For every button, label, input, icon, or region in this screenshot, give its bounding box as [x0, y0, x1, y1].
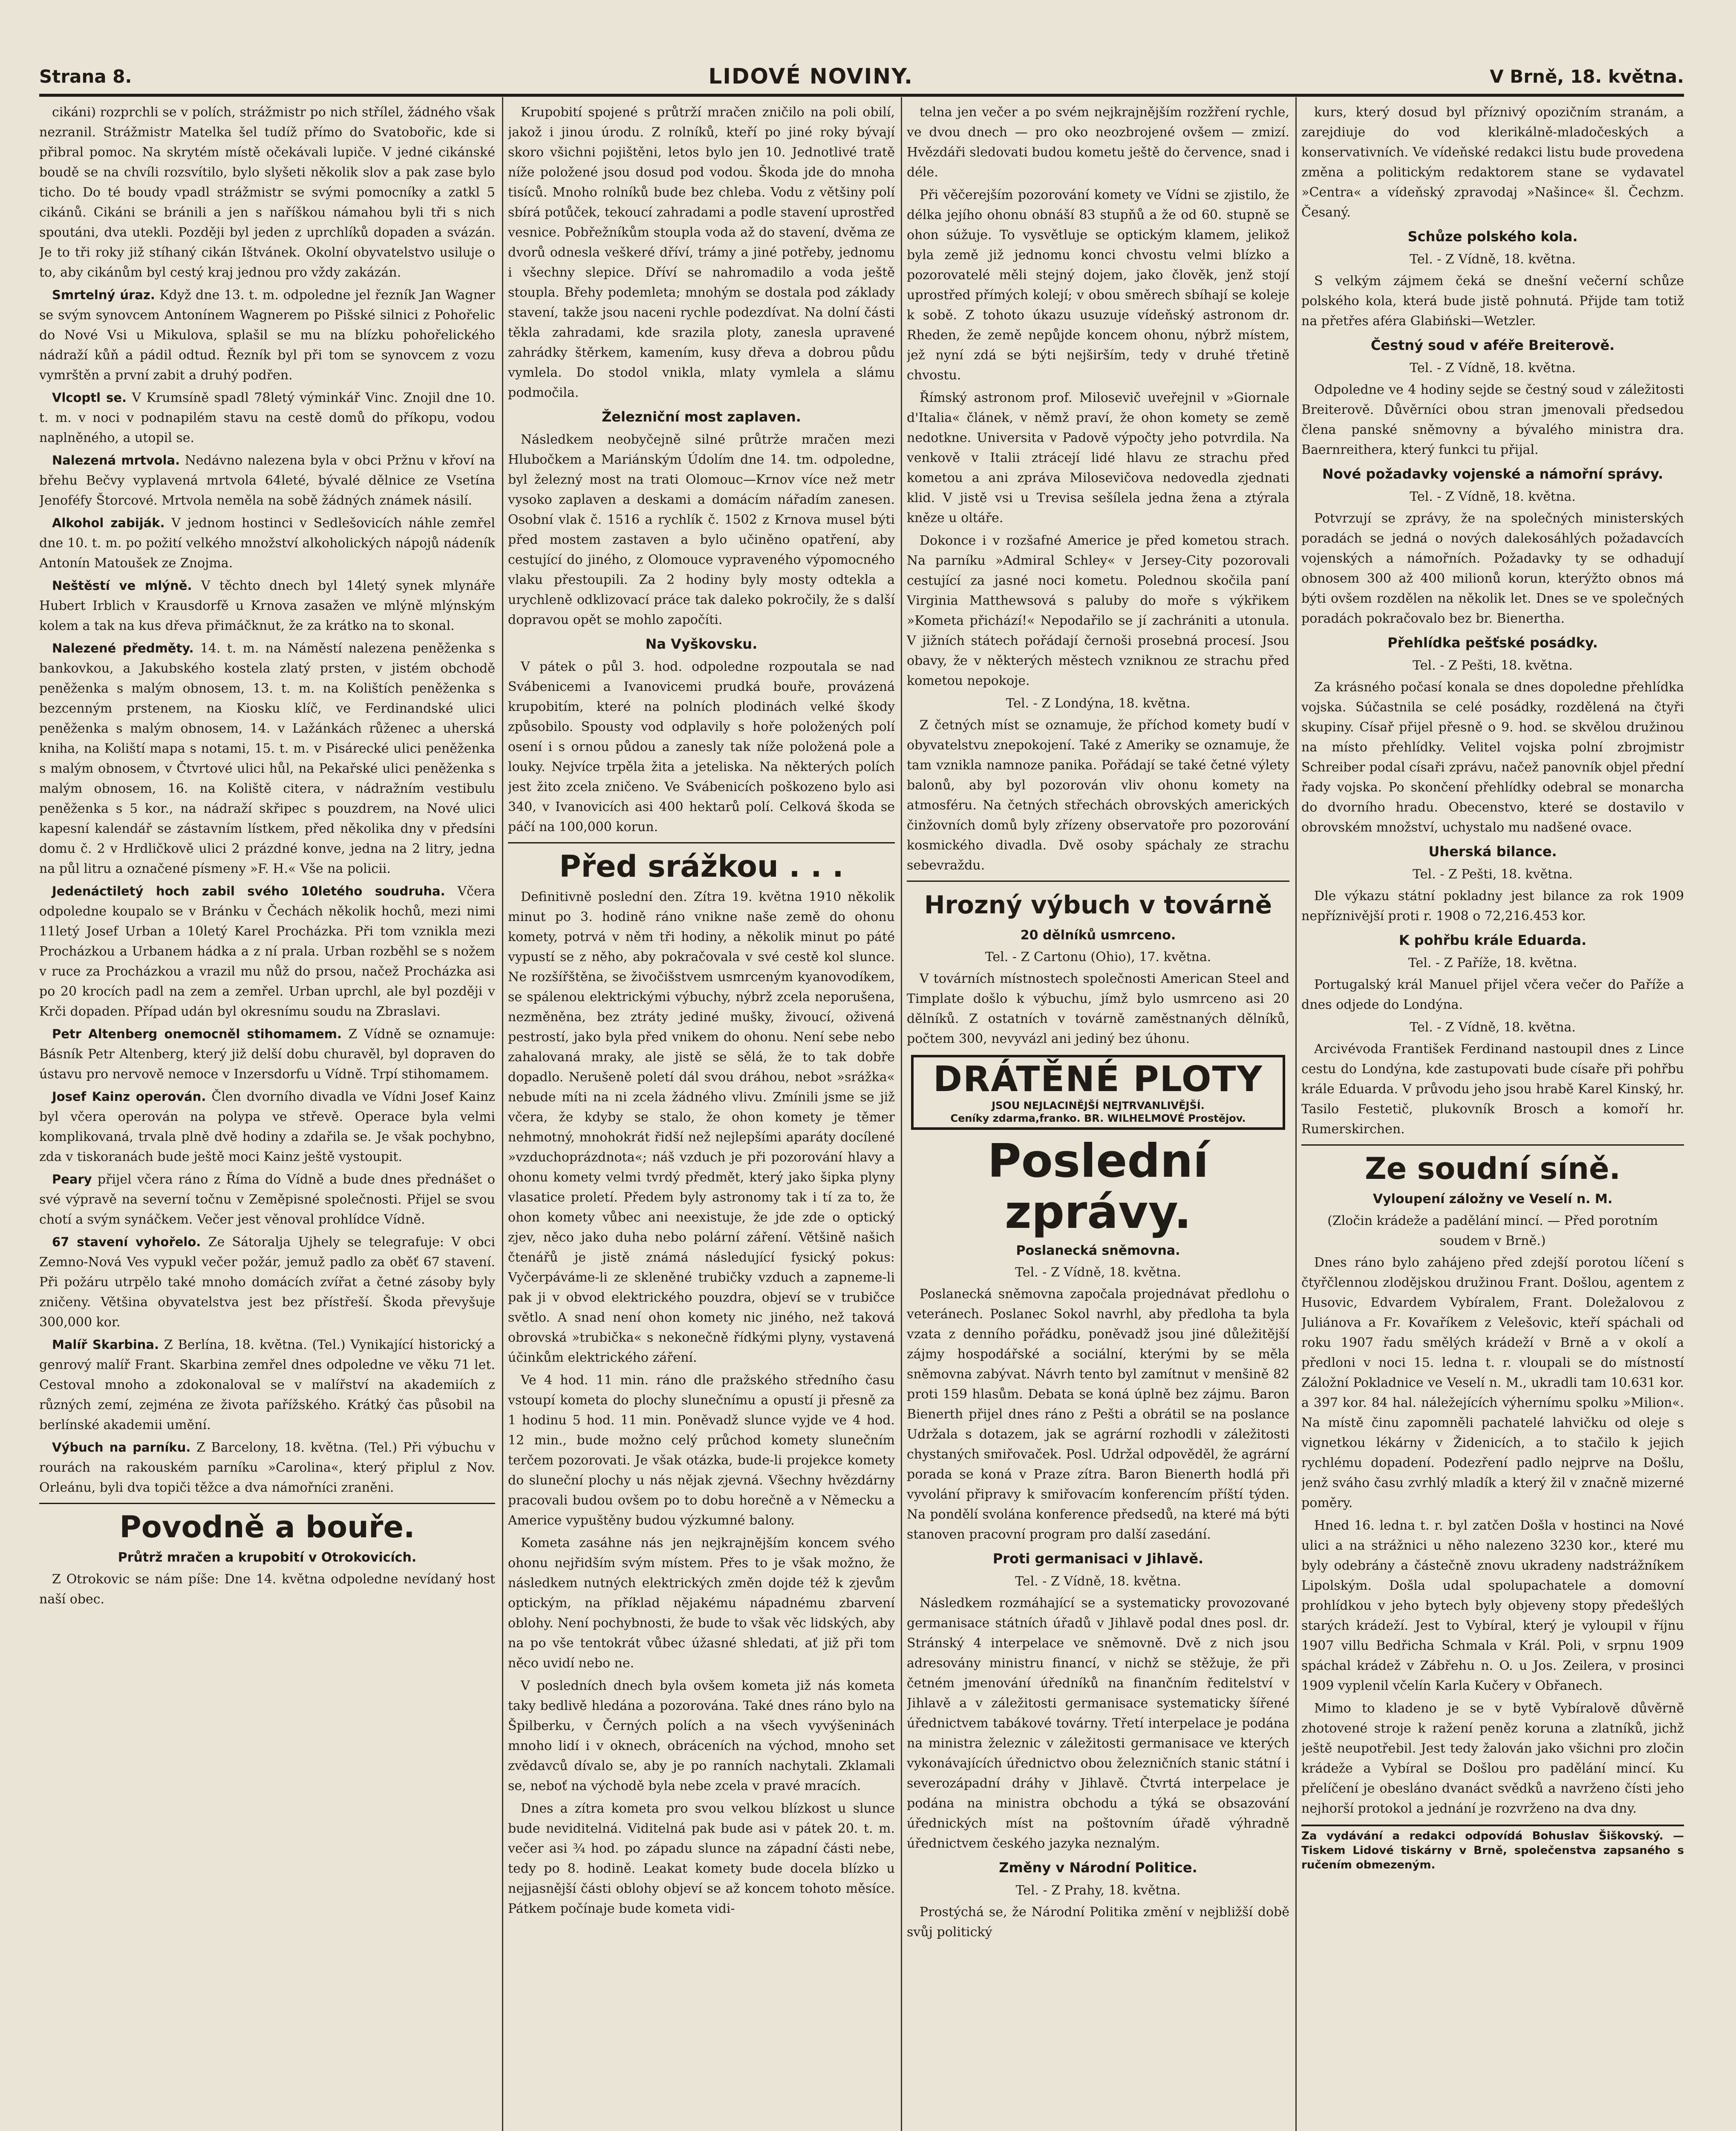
article-text: Arcivévoda František Ferdinand nastoupil dnes z Lince cestu do Londýna, kde zastupovati bude císaře při pohřbu krále Eduarda. V průvodu jeho jsou hrabě Karel Kinský, hr. Tasilo Festetič, plukovník Brosch a komoří hr. Rumerskirchen.: [1301, 1042, 1684, 1137]
article-text: Portugalský král Manuel přijel včera večer do Paříže a dnes odjede do Londýna.: [1301, 977, 1684, 1012]
dateline: Tel. - Z Vídně, 18. května.: [1410, 252, 1576, 267]
advertisement: [911, 1055, 1285, 1130]
dateline: Tel. - Z Londýna, 18. května.: [1006, 696, 1191, 711]
article: [39, 1335, 495, 1435]
dateline: Tel. - Z Pešti, 18. května.: [1413, 867, 1573, 882]
article-text: Mimo to kladeno je se v bytě Vybíralově důvěrně zhotovené stroje k ražení peněz koruna a zlatníků, jichž ještě neupotřebil. Jest tedy žalován jako všichni pro zločin krádeže a Vybíral se Došlou pro padělání mincí. Ku přelíčení je obesláno dvanáct svědků a navrženo čísti jeho nejhorší protokol a jednání je rozvrženo na dva dny.: [1301, 1701, 1684, 1816]
section-title: Povodně a bouře.: [119, 1510, 415, 1545]
article-text: Z Otrokovic se nám píše: Dne 14. května odpoledne nevídaný host naší obec.: [39, 1572, 495, 1607]
dateline: Tel. - Z Vídně, 18. května.: [1015, 1574, 1181, 1589]
article-text: Dnes ráno bylo zahájeno před zdejší porotou líčení s čtyřčlennou zlodějskou družinou Frant. Došlou, agentem z Husovic, Edvardem Vybíralem, Frant. Doležalovou z Juliánova a Fr. Kovaříkem z Velešovic, kteří spáchali od roku 1907 řadu smělých krádeží v Brně a v okolí a předloni v noci 15. ledna t. r. vloupali se do místností Záložní Pokladnice ve Veselí n. M., ukradli tam 10.631 kor. a 397 kor. 84 hal. náležejících výhernímu spolku »Milion«. Na místě činu zapomněli pachatelé lahvičku od oleje s vignetkou lékárny v Židenicích, a to stačilo k jejich rychlému dopadení. Podezření padlo nejprve na Došlu, jenž sváho času zvrhlý mladík a který žil v značně mizerné poměry.: [1301, 1255, 1684, 1510]
column-1: [39, 102, 495, 2131]
dateline: Tel. - Z Pešti, 18. května.: [1413, 658, 1573, 673]
article: [39, 1438, 495, 1498]
section-title: Přehlídka pešťské posádky.: [1387, 635, 1598, 651]
article: [39, 513, 495, 573]
case-note: (Zločin krádeže a padělání mincí. — Před porotním soudem v Brně.): [1327, 1213, 1658, 1248]
article-text: V jednom hostinci v Sedlešovicích náhle zemřel dne 10. t. m. po požití velkého množství alkoholických nápojů nádeník Antonín Matoušek ze Znojma.: [39, 516, 495, 571]
article-text: kurs, který dosud byl příznivý opozičním stranám, a zarejdiuje do vod klerikálně-mladočeských a konservativních. Ve vídeňské redakci listu bude provedena změna a politickým redaktorem stane se vydavatel »Centra« a vídeňský zpravodaj »Našince« šl. Čechzm. Česaný.: [1301, 105, 1684, 220]
article-text: Dle výkazu státní pokladny jest bilance za rok 1909 nepříznivější proti r. 1908 o 72,216.453 kor.: [1301, 889, 1684, 924]
article-lead: Smrtelný úraz.: [52, 288, 155, 302]
dateline: Tel. - Z Vídně, 18. května.: [1015, 1265, 1181, 1280]
dateline: Tel. - Z Prahy, 18. května.: [1015, 1883, 1181, 1898]
section-title: Proti germanisaci v Jihlavě.: [992, 1551, 1204, 1567]
column-rule: [502, 97, 503, 2131]
masthead: [39, 64, 1684, 89]
section-divider: [1301, 1144, 1684, 1146]
article-text: 14. t. m. na Náměstí nalezena peněženka s bankovkou, a Jakubského kostela zlatý prsten, v jistém obchodě peněženka s malým obnosem, 13. t. m. na Kolištích peněženka s bezcenným prstenem, na Kiosku klíč, ve Ferdinandské ulici peněženka s malým obnosem, 14. v Lažánkách růženec a uherská kniha, na Koliští mapa s notami, 15. t. m. v Pisárecké ulici peněženka s malým obnosem, v Čtvrtové ulici hůl, na Pekařské ulici peněženka s malým obnosem, 16. na Koliště citera, v nádražním vestibulu peněženka s 5 kor., na nádraží skřipec s pouzdrem, na Nové ulici kapesní kalendář se zástavním lístkem, před několika dny v předsíni domu č. 2 v Hrdličkově ulici 2 prázdné konve, jedna na 2 litry, jedna na půl litru a označené písmeny »F. H.« Vše na policii.: [39, 641, 495, 876]
article-lead: 67 stavení vyhořelo.: [52, 1235, 201, 1249]
column-2: [508, 102, 895, 2131]
section-title: Schůze polského kola.: [1407, 228, 1578, 245]
article-lead: Neštěstí ve mlýně.: [52, 578, 192, 593]
dateline: Tel. - Z Vídně, 18. května.: [1410, 361, 1576, 375]
article-lead: Alkohol zabiják.: [52, 516, 165, 530]
article-text: Prostýchá se, že Národní Politika změní v nejbližší době svůj politický: [907, 1905, 1289, 1940]
article-text: V těchto dnech byl 14letý synek mlynáře Hubert Irblich v Krausdorfě u Krnova zasažen ve mlýně mlýnským kolem a tak na kus dřeva přimáčknut, že za krátko na to skonal.: [39, 578, 495, 633]
header-rule: [39, 94, 1684, 97]
section-title: K pohřbu krále Eduarda.: [1399, 932, 1587, 948]
article-text: V posledních dnech byla ovšem kometa již nás kometa taky bedlivě hledána a pozorována. Také dnes ráno bylo na Špilberku, v Černých polích a na všech vyvýšeninách mnoho lidí i v oknech, obráceních na východ, mnoho set zvědavců dívalo se, aby je po ranních nachytali. Zklamali se, neboť na východě byla nebe zcela v pravé mracích.: [508, 1678, 895, 1793]
article-lead: Josef Kainz operován.: [52, 1089, 206, 1104]
article-text: Když dne 13. t. m. odpoledne jel řezník Jan Wagner se svým synovcem Antonínem Wagnerem po Pišské silnici z Pohořelic do Nové Vsi u Mikulova, splašil se mu na blízku pohořelického nádraží kůň a pádil odtud. Řezník byl při tom se synovcem z vozu vymrštěn a první zabit a druhý podřen.: [39, 288, 495, 383]
article-text: Člen dvorního divadla ve Vídni Josef Kainz byl včera operován na polypa ve střevě. Operace byla velmi komplikovaná, trvala plně dvě hodiny a zdařila se. Je však pochybno, zda v tiskoranách bude ještě moci Kainz ještě vystoupit.: [39, 1089, 495, 1164]
article-text: Z Berlína, 18. května. (Tel.) Vynikající historický a genrový malíř Frant. Skarbina zemřel dnes odpoledne ve věku 71 let. Cestoval mnoho a zdokonaloval se v malířství na akademiích z různých zemí, zejména ze života pařížského. Krátký čas působil na berlínské akademii umění.: [39, 1337, 495, 1432]
dateline: Tel. - Z Vídně, 18. května.: [1410, 1020, 1576, 1035]
section-title: Nové požadavky vojenské a námořní správy.: [1322, 466, 1664, 482]
article-text: Římský astronom prof. Milosevič uveřejnil v »Giornale d'Italia« článek, v němž praví, že ohon komety se země nedotkne. Universita v Padově výpočty jeho potvrdila. Na venkově v Italii ztrácejí lidé hlavu ze strachu před kometou a ani zpráva Milosevičova nedovedla zjednati klid. V jistě vsi u Trevisa sešílela jedna žena a ztýrala kněze u oltáře.: [907, 390, 1289, 526]
ad-title: DRÁTĚNÉ PLOTY: [933, 1059, 1263, 1100]
article-text: telna jen večer a po svém nejkrajnějším rozžření rychle, ve dvou dnech — pro oko neozbrojené ovšem — zmizí. Hvězdáři sledovati budou kometu ještě do července, snad i déle.: [907, 105, 1289, 180]
article-lead: Nalezená mrtvola.: [52, 453, 180, 468]
article-text: Nedávno nalezena byla v obci Pržnu v křoví na břehu Bečvy vyplavená mrtvola 64leté, bývalé dělnice ze Vsetína Jenoféfy Štorcové. Mrtvola neměla na sobě žádných známek násilí.: [39, 453, 495, 508]
dateline: Tel. - Z Cartonu (Ohio), 17. května.: [985, 950, 1211, 964]
article-text: Z četných míst se oznamuje, že příchod komety budí v obyvatelstvu znepokojení. Také z Ameriky se oznamuje, že tam vznikla namnoze panika. Pořádají se také četné výlety balonů, aby byl pozorován vliv ohonu komety na atmosféru. Na četných střechách obrovských amerických činžovních domů byly zřízeny observatoře pro pozorování kosmického divadla. Dvě osoby spáchaly ze strachu sebevraždu.: [907, 718, 1289, 873]
article-text: Odpoledne ve 4 hodiny sejde se čestný soud v záležitosti Breiterově. Důvěrníci obou stran jmenovali předsedou člena panské sněmovny a bývalého ministra dra. Baernreithera, který funkci tu přijal.: [1301, 382, 1684, 457]
article-text: Kometa zasáhne nás jen nejkrajnějším koncem svého ohonu nejřidším svým místem. Přes to je však možno, že následkem nutných elektrických změn dojde též k zjevům optickým, na příklad nějakému nápadnému zbarvení oblohy. Není pochybnosti, že bude to však věc lidských, aby na po vše tentokrát vůbec úžasné shledati, ať již při tom něco uvidí nebo ne.: [508, 1536, 895, 1671]
article-lead: Výbuch na parníku.: [52, 1440, 191, 1455]
article-text: Potvrzují se zprávy, že na společných ministerských poradách se jedná o nových dalekosáhlých požadavcích vojenských a námořních. Požadavky ty se odhadují obnosem 300 až 400 milionů korun, kterýžto obnos má býti ovšem rozdělen na několik let. Dnes se ve společných poradách pokračovalo bez br. Bienertha.: [1301, 511, 1684, 626]
page-number: Strana 8.: [39, 66, 132, 87]
column-rule: [901, 97, 902, 2131]
article-text: Včera odpoledne koupalo se v Bránku v Čechách několik hochů, mezi nimi 11letý Josef Urban a 10letý Karel Procházka. Při tom vznikla mezi Procházkou a Urbanem hádka a z ní prala. Urban rozběhl se s nožem v ruce za Procházkou a vrazil mu nůž do prsou, načež Procházka asi po 20 krocích padl na zem a zemřel. Urban uprchl, ale byl později v Krči dopaden. Případ udán byl okresnímu soudu na Zbraslavi.: [39, 884, 495, 1019]
article-text: V pátek o půl 3. hod. odpoledne rozpoutala se nad Svábenicemi a Ivanovicemi prudká bouře, provázená krupobitím, které na polních plodinách velké škody způsobilo. Spousty vod odplavily s hoře položených polí osení i s ornou půdou a zanesly tak níže položená pole a louky. Nejvíce trpěla žita a jeteliska. Na některých polích jest žito zcela zničeno. Ve Svábenicích poškozeno bylo asi 340, v Ivanovicích asi 400 hektarů polí. Celková škoda se páčí na 100,000 korun.: [508, 659, 895, 834]
section-title: Poslední zprávy.: [987, 1135, 1209, 1239]
article-text: Následkem rozmáhající se a systematicky provozované germanisace státních úřadů v Jihlavě podal dnes posl. dr. Stránský 4 interpelace ve sněmovně. Dvě z nich jsou adresovány ministru financí, v nichž se stěžuje, že při četném jmenování úředníků na finančním ředitelství v Jihlavě a v záležitosti germanisace systematicky šířené úřednictvem tabákové továrny. Třetí interpelace je podána na ministra železnic v záležitosti germanisace ve kterých vykonávajících úřednictvo obou železničních stanic státní i severozápadní dráhy v Jihlavě. Čtvrtá interpelace je podána na ministra obchodu a týká se obsazování úřednických míst na poštovním úřadě výhradně úřednictvem českého jazyka neznalým.: [907, 1596, 1289, 1851]
article-lead: Malíř Skarbina.: [52, 1337, 159, 1352]
article-text: Dnes a zítra kometa pro svou velkou blízkost u slunce bude neviditelná. Viditelná pak bude asi v pátek 20. t. m. večer asi ¾ hod. po západu slunce na západní části nebe, tedy po 8. hodině. Leakat komety bude docela blízko u nejjasnější části oblohy objeví se až koncem tohoto měsíce. Pátkem počínaje bude kometa vidi-: [508, 1801, 895, 1916]
article-text: Za krásného počasí konala se dnes dopoledne přehlídka vojska. Súčastnila se celé posádky, rozdělená na čtyři skupiny. Císař přijel přesně o 9. hod. se skvělou družinou na místo přehlídky. Velitel vojska polní zbrojmistr Schreiber podal císaři zprávu, načež panovník objel přední řady vojska. Po skončení přehlídky odebral se monarcha do dvorního hradu. Obecenstvo, které se dostavilo v obrovském množství, uchystalo mu nadšené ovace.: [1301, 680, 1684, 835]
section-title: Hrozný výbuch v továrně: [924, 890, 1272, 919]
article-lead: Nalezené předměty.: [52, 641, 194, 655]
imprint: Za vydávání a redakci odpovídá Bohuslav Šiškovský. — Tiskem Lidové tiskárny v Brně, společenstva zapsaného s ručením obmezeným.: [1301, 1825, 1684, 1872]
section-title: Před srážkou . . .: [559, 849, 844, 884]
article-text: Dokonce i v rozšafné Americe je před kometou strach. Na parníku »Admiral Schley« v Jersey-City pozorovali cestující za jasné noci kometu. Polednou skočila paní Virginia Matthewsová s paluby do moře s výkřikem »Kometa přichází!« Nepodařilo se jí zachrániti a utonula. V jižních státech pořádají černoši prosebná procesí. Jsou obavy, že v některých městech vzniknou ze strachu před kometou nepokoje.: [907, 533, 1289, 688]
article-text: Následkem neobyčejně silné průtrže mračen mezi Hlubočkem a Mariánským Údolím dne 14. tm. odpoledne, byl železný most na trati Olomouc—Krnov více než metr vysoko zaplaven a deskami a domácím nářadím zanesen. Osobní vlak č. 1516 a rychlík č. 1502 z Krnova musel býti před mostem zastaven a bylo učiněno opatření, aby cestující do jiného, z Olomouce vypraveného výpomocného vlaku přestoupili. Za 2 hodiny byly mosty odtekla a urychleně odklizovací práce tak daleko pokročily, že s další dopravou opět se mohlo započíti.: [508, 432, 895, 627]
dateline: Tel. - Z Vídně, 18. května.: [1410, 489, 1576, 504]
article-text: cikáni) rozprchli se v polích, strážmistr po nich střílel, žádného však nezranil. Strážmistr Matelka šel tudíž přímo do Svatobořic, kde si přibral pomoc. Na skrytém místě očekávali lupiče. V jedné cikánské boudě se na chvíli rozsvítilo, bylo slyšeti několik slov a pak zase bylo ticho. Do té boudy vpadl strážmistr se svými pomocníky a zatkl 5 cikánů. Cikáni se bránili a jen s naříškou námahou byli tři s nich spoutáni, dva utekli. Později byl jeden z uprchlíků dopaden a svázán. Je to tři roky již stíhaný cikán Ištvánek. Okolní obyvatelstvo usiluje o to, aby cikánům byl cestý kraj jednou pro vždy zakázán.: [39, 105, 495, 280]
article: [39, 285, 495, 385]
article-lead: Petr Altenberg onemocněl stihomamem.: [52, 1027, 342, 1041]
article-text: S velkým zájmem čeká se dnešní večerní schůze polského kola, která bude jistě pohnutá. Přijde tam totiž na přetřes aféra Glabiński—Wetzler.: [1301, 274, 1684, 329]
article-text: V Krumsíně spadl 78letý výminkář Vinc. Znojil dne 10. t. m. v noci v podnapilém stavu na cestě domů do příkopu, vodou naplněného, a utopil se.: [39, 390, 495, 445]
section-title: Na Vyškovsku.: [645, 636, 758, 652]
section-title: Ze soudní síně.: [1364, 1151, 1621, 1186]
dateline: Tel. - Z Paříže, 18. května.: [1408, 956, 1577, 970]
article: [39, 576, 495, 636]
article-text: Při věčerejším pozorování komety ve Vídni se zjistilo, že délka jejího ohonu obnáší 83 stupňů a že od 60. stupně se ohon súžuje. To vysvětluje se optickým klamem, jelikož byla země již jednomu konci chvostu velmi blízko a pozorovatelé měli stejný dojem, jako člověk, jenž stojí uprostřed přímých kolejí; v obou směrech sbíhají se koleje k sobě. Z tohoto úkazu usuzuje vídeňský astronom dr. Rheden, že země nepůjde koncem ohonu, nýbrž místem, jež nyní zdá se býti nejširším, tedy v druhé třetině chvostu.: [907, 188, 1289, 383]
ad-line: JSOU NEJLACINĚJŠÍ NEJTRVANLIVĚJŠÍ.: [992, 1100, 1205, 1112]
section-title: Železniční most zaplaven.: [602, 409, 801, 425]
section-divider: [508, 842, 895, 843]
article-text: Hned 16. ledna t. r. byl zatčen Došla v hostinci na Nové ulici a na strážnici u něho nalezeno 3230 kor., které mu byly odebrány a částečně znovu ukradeny nadstrážníkem Lipolským. Došla udal spolupachatele a domovní prohlídkou v jeho bytech byly objeveny stopy předešlých starých krádeží. Jest to Vybíral, který je vyloupil v říjnu 1907 villu Bedřicha Schmala v Král. Poli, v srpnu 1909 spáchal krádež v Zábřehu n. O. u Jos. Zeilera, v prosinci 1909 vyplenil včelín Karla Kučery v Obřanech.: [1301, 1518, 1684, 1693]
article: [39, 388, 495, 448]
issue-date: V Brně, 18. května.: [1490, 66, 1684, 87]
article: [39, 881, 495, 1022]
article-text: Poslanecká sněmovna započala projednávat předlohu o veteránech. Poslanec Sokol navrhl, aby předloha ta byla vzata z denního pořádku, poněvadž jsou jiné důležitější zájmy hospodářské a sociální, kterými by se měla sněmovna zabývat. Návrh tento byl zamítnut v menšině 82 proti 159 hlasům. Debata se koná úplně bez zájmu. Baron Bienerth přijel dnes ráno z Pešti a obrátil se na poslance Udržala s dotazem, jak se agrární rozhodli v záležitosti chystaných smiřovaček. Posl. Udržal odpověděl, že agrární porada se koná v Praze zítra. Baron Bienerth hodlá při vyvolání připravy k smiřovacím konferencím příští týden. Na pondělí svolána konference předsedů, na které má býti stanoven pracovní program pro další zasedání.: [907, 1287, 1289, 1542]
article-lead: Vlcoptl se.: [52, 390, 127, 405]
section-subtitle: Průtrž mračen a krupobití v Otrokovicích.: [118, 1550, 417, 1565]
article: [39, 1232, 495, 1332]
article: [39, 1087, 495, 1167]
article-lead: Jedenáctiletý hoch zabil svého 10letého soudruha.: [52, 884, 445, 898]
article-text: Ve 4 hod. 11 min. ráno dle pražského středního času vstoupí kometa do plochy slunečnímu a opustí ji přesně za 1 hodinu 5 hod. 11 min. Poněvadž slunce vyjde ve 4 hod. 12 min., bude možno celý průchod komety slunečním terčem pozorovati. Je však otázka, bude-li projekce komety do sluneční plochy u nás nějak zjevná. Všechny hvězdárny pracovali budou ovšem po to dobu horečně a v Německu a Americe vypuštěny budou výzkumné balony.: [508, 1373, 895, 1528]
article-text: V továrních místnostech společnosti American Steel and Timplate došlo k výbuchu, jímž bylo usmrceno asi 20 dělníků. Z ostatních v továrně zaměstnaných dělníků, počtem 300, nevyvázl ani jediný bez úhonu.: [907, 971, 1289, 1046]
article-text: Z Barcelony, 18. května. (Tel.) Při výbuchu v rourách na rakouském parníku »Carolina«, který připlul z Nov. Orleánu, byli dva topiči těžce a dva námořníci zraněni.: [39, 1440, 495, 1495]
column-4: [1301, 102, 1684, 2131]
article-text: přijel včera ráno z Říma do Vídně a bude dnes přednášet o své výpravě na severní točnu v Zeměpisné společnosti. Přijel se svou chotí a svým synáčkem. Večer jest věnoval prohlídce Vídně.: [39, 1172, 495, 1227]
article: [39, 1169, 495, 1230]
newspaper-title: LIDOVÉ NOVINY.: [708, 64, 913, 89]
section-title: Čestný soud v aféře Breiterově.: [1370, 337, 1615, 353]
section-title: Změny v Národní Politice.: [999, 1860, 1197, 1876]
article-text: Definitivně poslední den. Zítra 19. května 1910 několik minut po 3. hodině ráno vnikne naše země do ohonu komety, potrvá v něm tři hodiny, a několik minut po páté vypustí se z něho, aby pokračovala v své cestě kol slunce. Ne rozšířštěna, se živočišstvem usmrceným kyanovodíkem, se spálenou elektrickými výbuchy, nýbrž zcela neporušena, nezměněna, bez ztráty jediné mušky, živoucí, oživená pestrostí, jako byla před vnikem do ohonu. Není sebe nebo zahalovaná mraky, ale jistě se sělá, že to tak dobře dopadlo. Nerušeně poletí dál svou dráhou, nebot »srážka« nebude míti na ni zcela žádného vlivu. Zmínili jsme se již včera, že kdyby se stalo, že ohon komety je těmer nehmotný, mnohokrát řidší než nejlepšími aparáty docílené »vzduchoprázdnota«; náš vzduch je při pozorování hlavy a ohonu komety velmi tvrdý předmět, který jako šipka plyny vlasatice proletí. Předem byly astronomy tak i tí za to, že ohon komety vůbec ani neexistuje, že jde zde o optický zjev, něco jako duha nebo polární záření. Většině našich čtenářů je jistě známá následující fysický pokus: Vyčerpáváme-li ze skleněné trubičky vzduch a zapneme-li pak ji v obvod elektrického pouzdra, objeví se v trubičce světlo. A snad není ohon komety nic jiného, než taková obrovská »trubička« s nekonečně řídkými plyny, vystavená účinkům elektrického záření.: [508, 889, 895, 1365]
article-lead: Peary: [52, 1172, 92, 1187]
section-subtitle: Poslanecká sněmovna.: [1016, 1243, 1180, 1258]
column-rule: [1295, 97, 1297, 2131]
article-text: Ze Sátoralja Ujhely se telegrafuje: V obci Zemno-Nová Ves vypukl večer požár, jemuž padlo za oběť 67 stavení. Při požáru utrpělo také mnoho domácích zvířat a četné zásoby byly zničeny. Většina obyvatelstva jest bez přístřeší. Škoda převyšuje 300,000 kor.: [39, 1235, 495, 1330]
article-text: Z Vídně se oznamuje: Básník Petr Altenberg, který již delší dobu churavěl, byl dopraven do ústavu pro nervově nemoce v Inzersdorfu u Vídně. Trpí stihomamem.: [39, 1027, 495, 1082]
article: [39, 638, 495, 879]
section-subtitle: 20 dělníků usmrceno.: [1020, 928, 1176, 943]
section-divider: [907, 881, 1289, 882]
article: [39, 1024, 495, 1084]
section-title: Uherská bilance.: [1428, 843, 1557, 860]
article-text: Krupobití spojené s průtrží mračen zničilo na poli obilí, jakož i jinou úrodu. Z rolníků, kteří po jiné roky bývají skoro všichni pojištěni, letos bylo jen 10. Jednotlivé tratě níže položené jsou dosud pod vodou. Škoda jde do mnoha tisíců. Mnoho rolníků bude bez chleba. Vodu z většiny polí sbírá potůček, tekoucí zahradami a podle stavení uprostřed vesnice. Pobřežníkům stoupla voda až do stavení, dvěma ze dvorů odnesla veškeré dříví, trámy a jiné potřeby, jednomu i všechny slepice. Dříví se nahromadilo a voda ještě stoupla. Břehy podemleta; mnohým se dostala pod základy stavení, takže jsou naceni rychle podezdívat. Na dolní části těkla zahradami, kde srazila ploty, zanesla upravené zahrádky štěrkem, kamením, kusy dřeva a dobrou půdu vymlela. Do stodol vnikla, mlaty vymlela a slámu podmočila.: [508, 105, 895, 400]
section-divider: [39, 1503, 495, 1504]
column-3: [907, 102, 1289, 2131]
section-subtitle: Vyloupení záložny ve Veselí n. M.: [1373, 1192, 1613, 1207]
ad-line: Ceníky zdarma,franko. BR. WILHELMOVÉ Prostějov.: [950, 1112, 1246, 1124]
article: [39, 450, 495, 511]
